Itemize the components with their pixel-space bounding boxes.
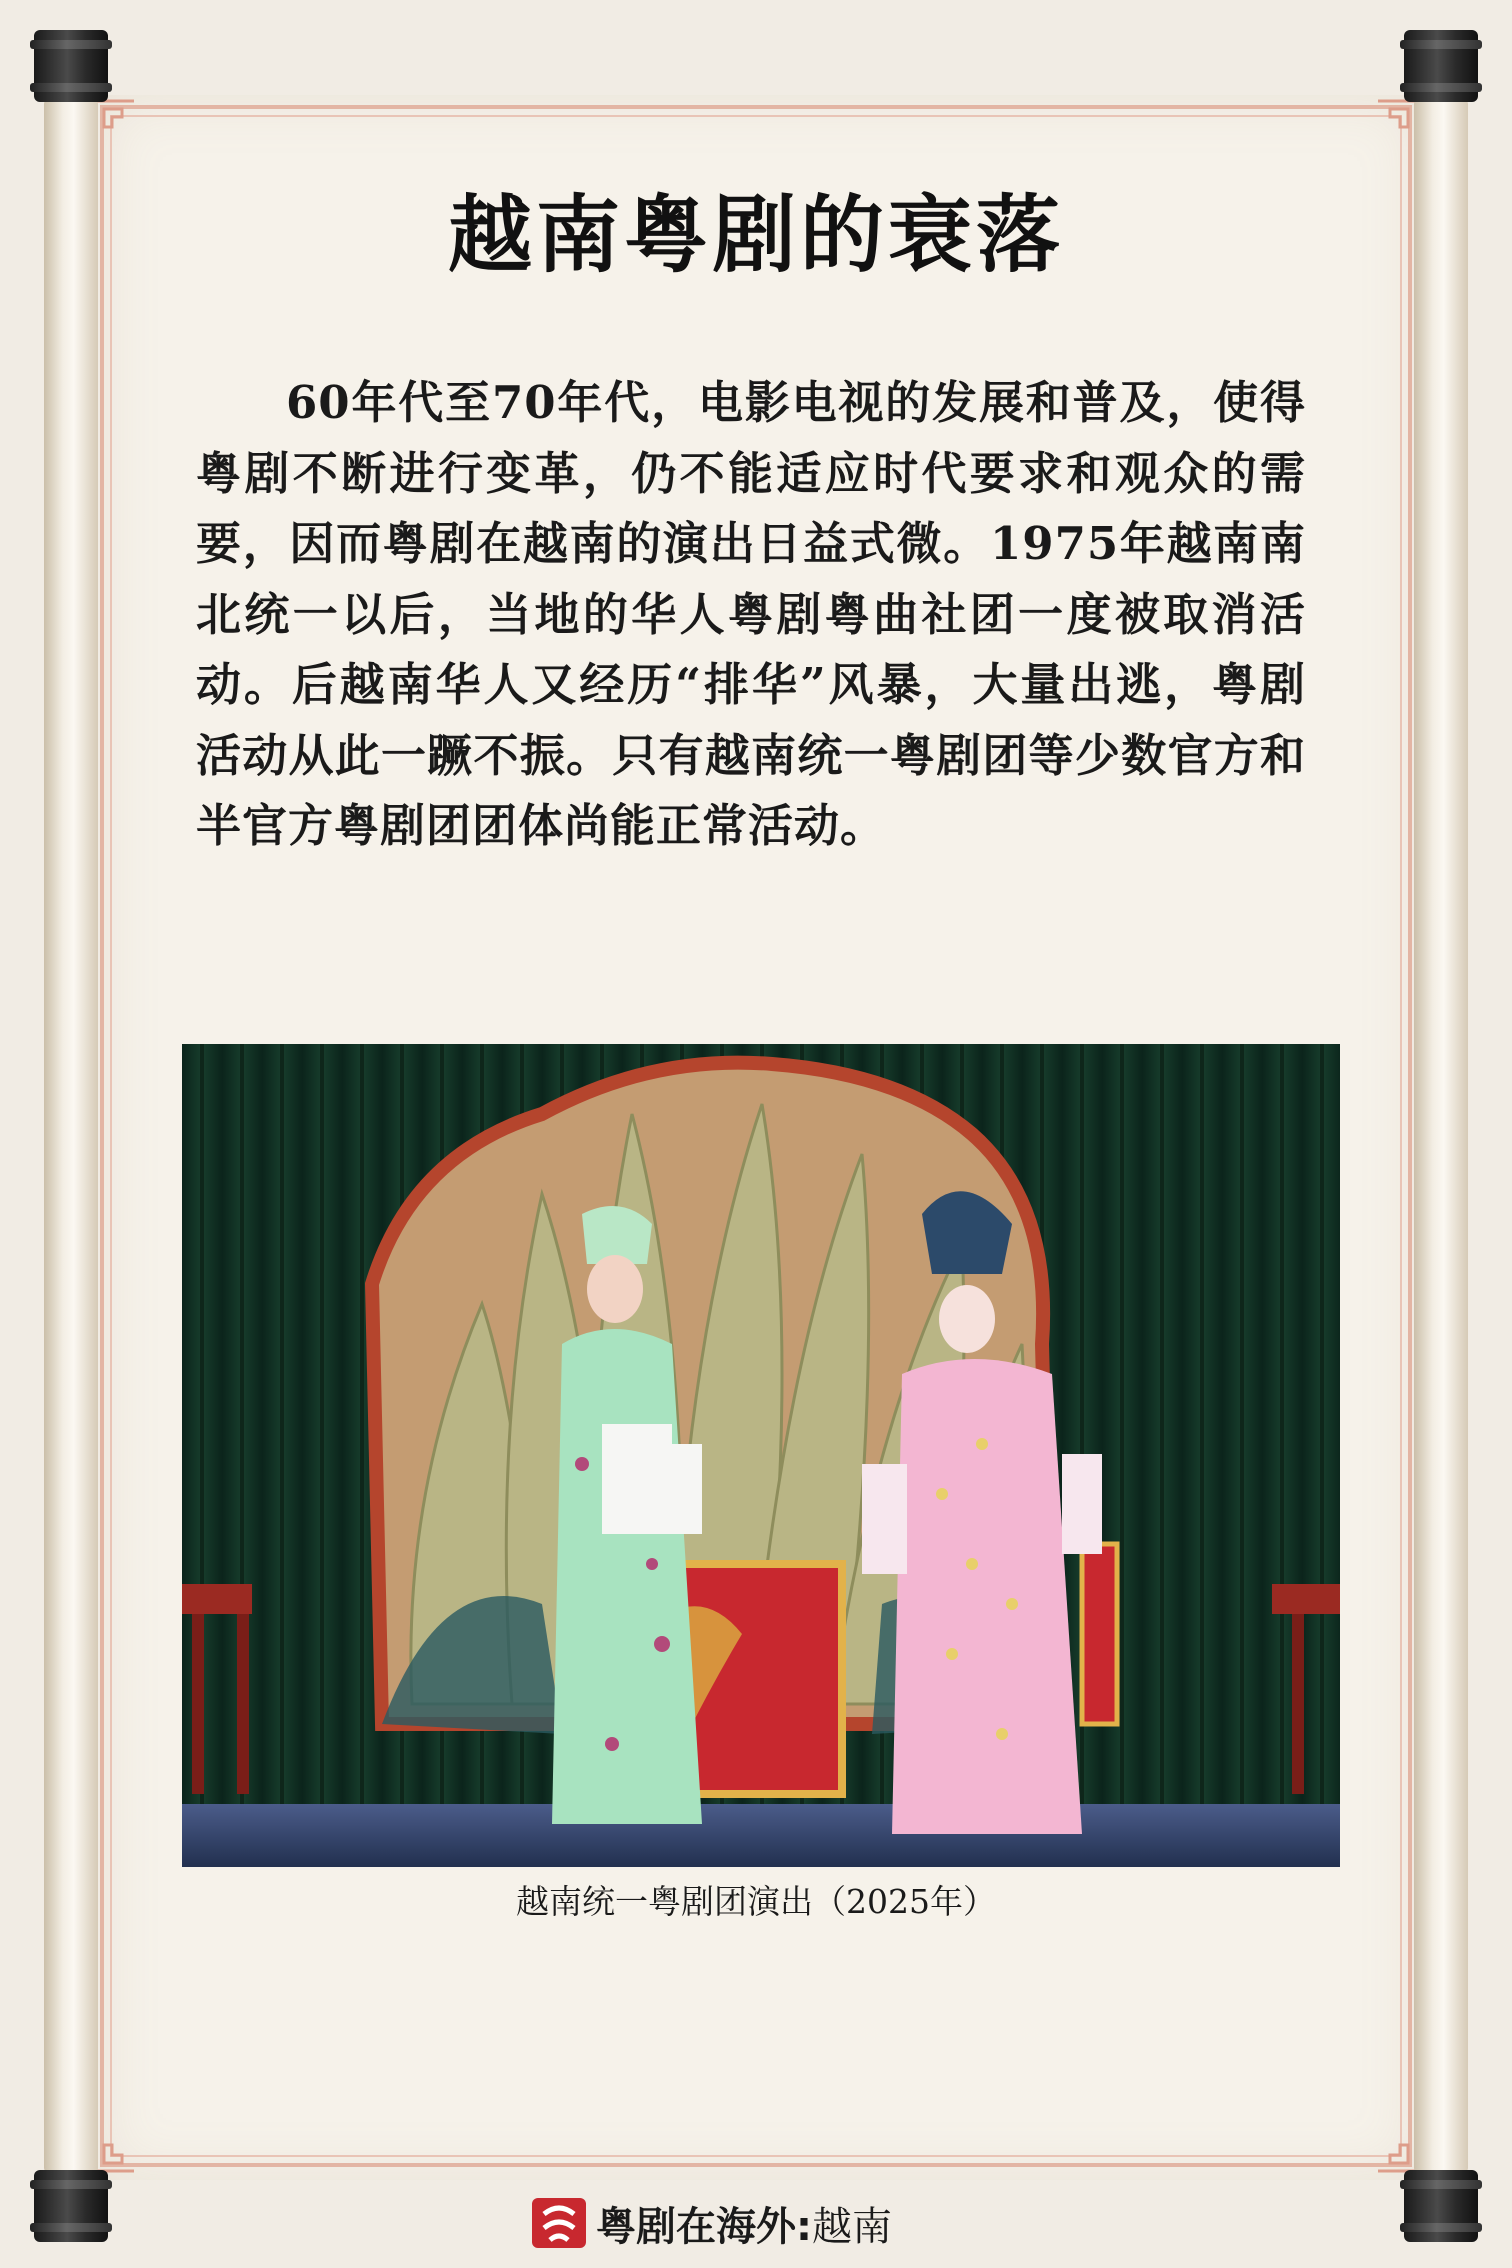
- photo-caption: 越南统一粤剧团演出（2025年）: [516, 1882, 996, 1921]
- opera-performance-photo: [182, 1044, 1340, 1867]
- footer-brand-bar: [530, 2193, 892, 2253]
- cantonese-opera-logo-icon: [530, 2194, 588, 2252]
- footer-brand-text: 粤剧在海外:: [596, 2203, 812, 2250]
- article-body: 60年代至70年代，电影电视的发展和普及，使得粤剧不断进行变革，仍不能适应时代要求和观众的需要，因而粤剧在越南的演出日益式微。1975年越南南北统一以后，当地的华人粤剧粤曲社团一度被取消活动。后越南华人又经历“排华”风暴，大量出逃，粤剧活动从此一蹶不振。只有越南统一粤剧团等少数官方和半官方粤剧团团体尚能正常活动。: [196, 376, 1306, 852]
- page-title: 越南粤剧的衰落: [447, 186, 1064, 284]
- footer-region-text: 越南: [812, 2203, 892, 2250]
